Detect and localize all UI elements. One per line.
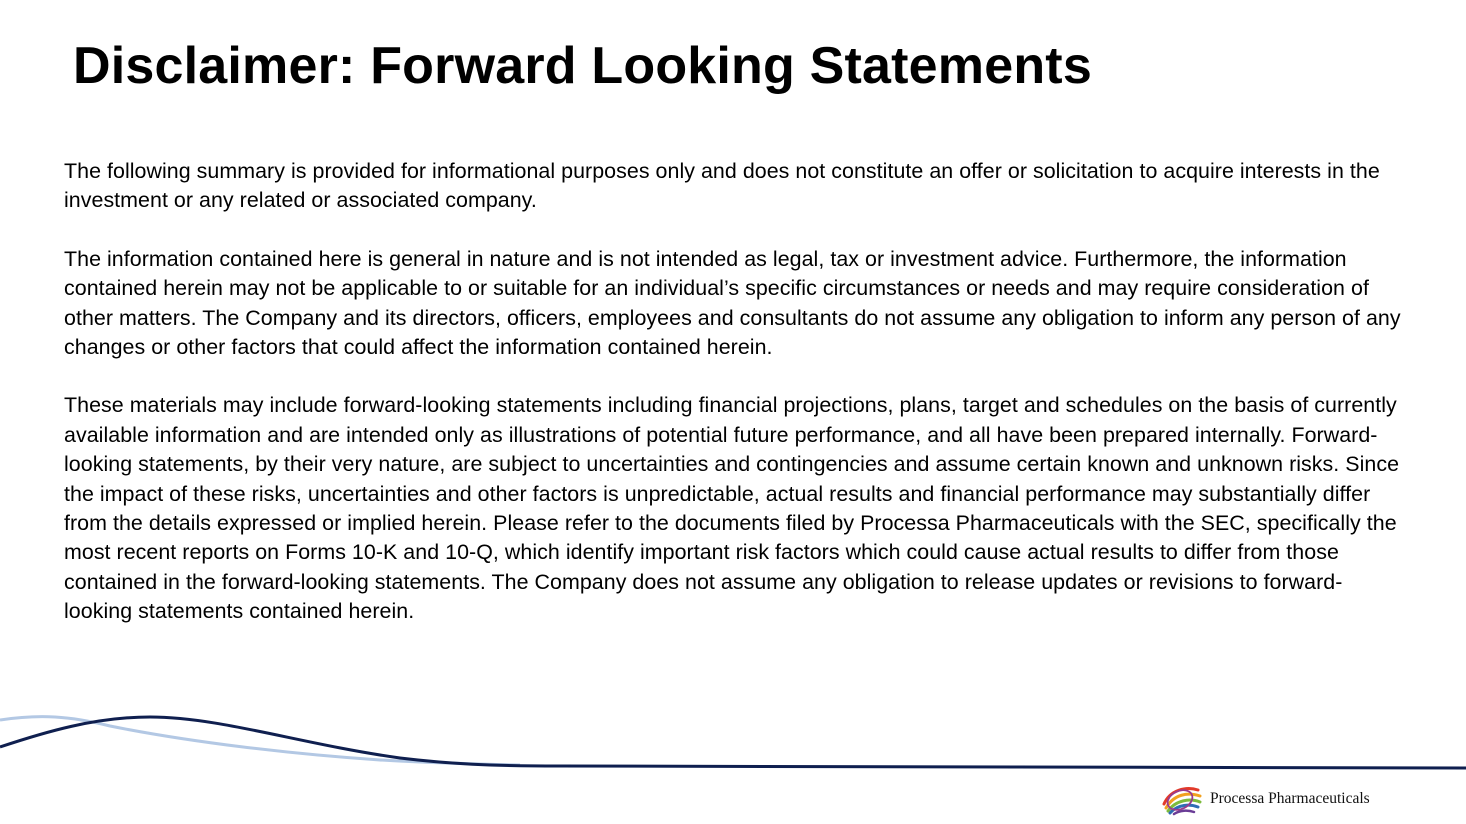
footer-swoosh-decoration	[0, 700, 1466, 780]
disclaimer-paragraph-informational: The following summary is provided for informational purposes only and does not constitute an offer or solicitation to acquire interests in the investment or any related or associated company.	[64, 159, 1380, 213]
slide-title: Disclaimer: Forward Looking Statements	[73, 37, 1092, 95]
disclaimer-paragraph-general-advice: The information contained here is general in nature and is not intended as legal, tax or investment advice. Furthermore, the information contained herein may not be applicable to or suitable for an individual’s specific circumstances or needs and may require consideration of other matters. The Company and its directors, officers, employees and consultants do not assume any obligation to inform any person of any changes or other factors that could affect the information contained herein.	[64, 246, 1401, 360]
processa-swirl-logo-icon	[1160, 782, 1204, 816]
disclaimer-paragraph-forward-looking: These materials may include forward-looking statements including financial projections, plans, target and schedules on the basis of currently available information and are intended only as illustrations of potential future performance, and all have been prepared internally. Forward-looking statements, by their very nature, are subject to uncertainties and contingencies and assume certain known and unknown risks. Since the impact of these risks, uncertainties and other factors is unpredictable, actual results and financial performance may substantially differ from the details expressed or implied herein. Please refer to the documents filed by Processa Pharmaceuticals with the SEC, specifically the most recent reports on Forms 10-K and 10-Q, which identify important risk factors which could cause actual results to differ from those contained in the forward-looking statements. The Company does not assume any obligation to release updates or revisions to forward-looking statements contained herein.	[64, 393, 1400, 624]
company-name: Processa Pharmaceuticals	[1210, 790, 1370, 807]
company-logo	[1160, 782, 1370, 816]
disclaimer-body	[64, 157, 1404, 656]
swoosh-dark-curve	[0, 717, 1466, 768]
